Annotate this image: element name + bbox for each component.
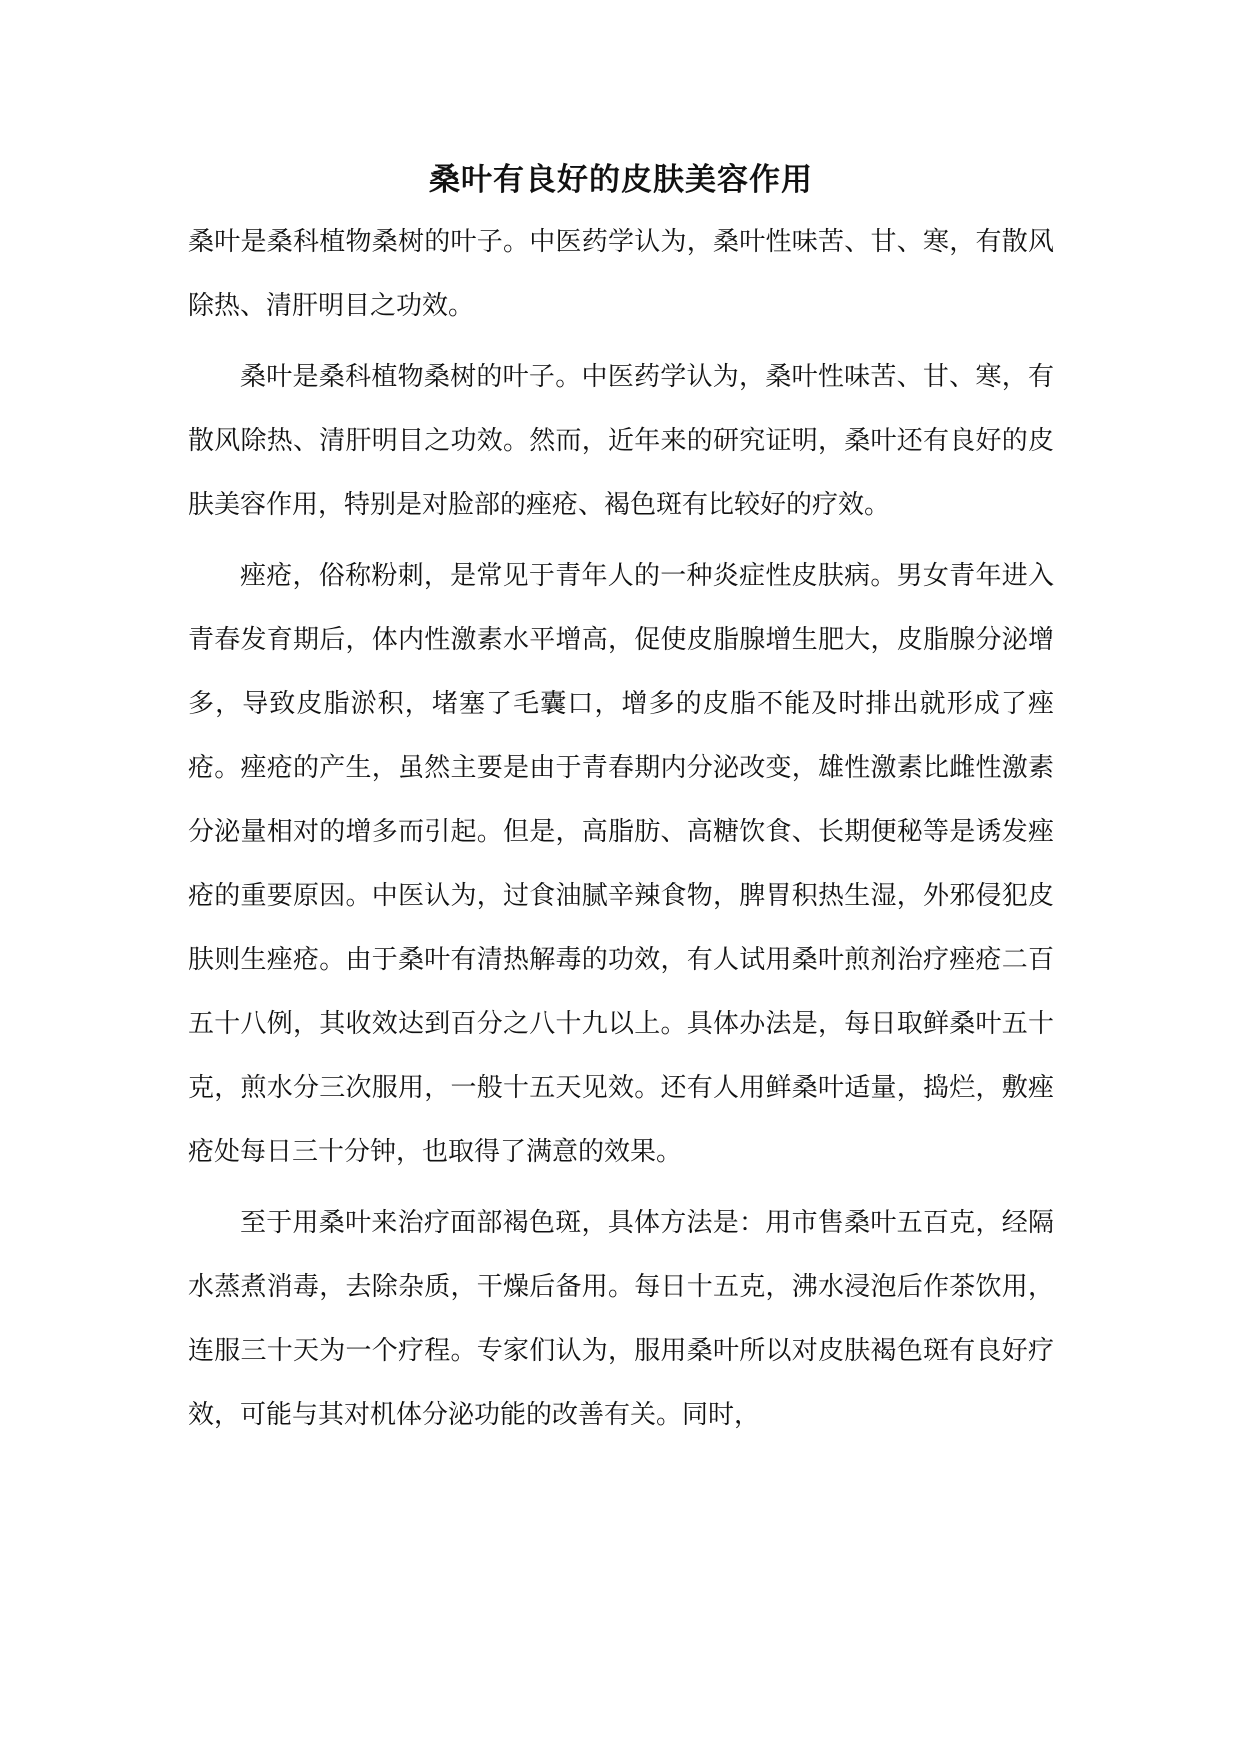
paragraph-acne: 痤疮，俗称粉刺，是常见于青年人的一种炎症性皮肤病。男女青年进入青春发育期后，体内性激素水平增高，促使皮脂腺增生肥大，皮脂腺分泌增多，导致皮脂淤积，堵塞了毛囊口，增多的皮脂不能及时排出就形成了痤疮。痤疮的产生，虽然主要是由于青春期内分泌改变，雄性激素比雌性激素分泌量相对的增多而引起。但是，高脂肪、高糖饮食、长期便秘等是诱发痤疮的重要原因。中医认为，过食油腻辛辣食物，脾胃积热生湿，外邪侵犯皮肤则生痤疮。由于桑叶有清热解毒的功效，有人试用桑叶煎剂治疗痤疮二百五十八例，其收效达到百分之八十九以上。具体办法是，每日取鲜桑叶五十克，煎水分三次服用，一般十五天见效。还有人用鲜桑叶适量，捣烂，敷痤疮处每日三十分钟，也取得了满意的效果。 xyxy=(188,561,1054,1167)
document-title: 桑叶有良好的皮肤美容作用 xyxy=(429,162,813,198)
document-page xyxy=(188,150,1054,1454)
paragraph-mulberry-leaf: 桑叶是桑科植物桑树的叶子。中医药学认为，桑叶性味苦、甘、寒，有散风除热、清肝明目之功效。然而，近年来的研究证明，桑叶还有良好的皮肤美容作用，特别是对脸部的痤疮、褐色斑有比较好的疗效。 xyxy=(188,362,1054,520)
paragraph-brown-spots: 至于用桑叶来治疗面部褐色斑，具体方法是：用市售桑叶五百克，经隔水蒸煮消毒，去除杂质，干燥后备用。每日十五克，沸水浸泡后作茶饮用，连服三十天为一个疗程。专家们认为，服用桑叶所以对皮肤褐色斑有良好疗效，可能与其对机体分泌功能的改善有关。同时， xyxy=(188,1208,1054,1430)
paragraph-intro: 桑叶是桑科植物桑树的叶子。中医药学认为，桑叶性味苦、甘、寒，有散风除热、清肝明目之功效。 xyxy=(188,227,1054,321)
